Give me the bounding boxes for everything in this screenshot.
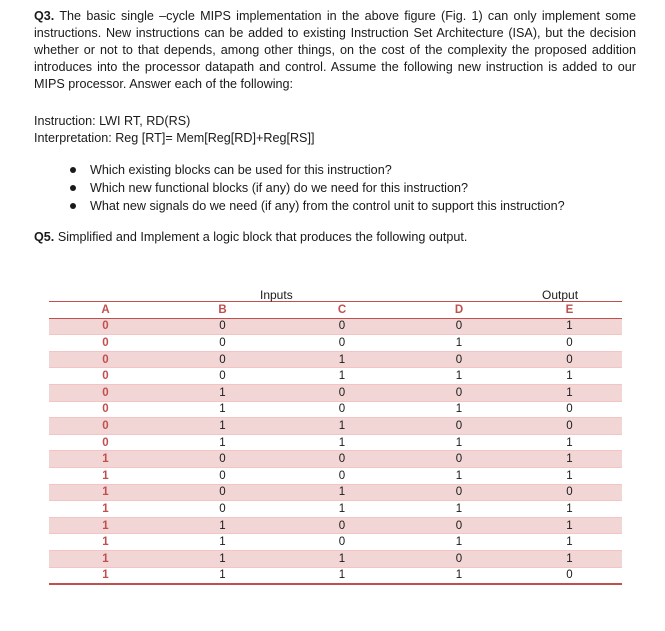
cell-c: 0 <box>283 318 401 335</box>
output-group-label: Output <box>542 288 579 302</box>
cell-b: 1 <box>162 550 283 567</box>
q5-label: Q5. <box>34 230 55 244</box>
cell-a: 1 <box>49 534 162 551</box>
cell-a: 1 <box>49 467 162 484</box>
cell-d: 1 <box>401 434 517 451</box>
cell-a: 0 <box>49 434 162 451</box>
cell-e: 1 <box>517 318 622 335</box>
cell-b: 0 <box>162 368 283 385</box>
cell-d: 1 <box>401 534 517 551</box>
table-row <box>49 351 622 368</box>
table-row <box>49 484 622 501</box>
cell-e: 1 <box>517 517 622 534</box>
cell-d: 0 <box>401 451 517 468</box>
cell-c: 1 <box>283 550 401 567</box>
q3-paragraph <box>34 8 636 93</box>
interpretation-line: Interpretation: Reg [RT]= Mem[Reg[RD]+Reg[RS]] <box>34 131 315 145</box>
table-row <box>49 335 622 352</box>
document-body <box>34 8 636 246</box>
cell-a: 0 <box>49 318 162 335</box>
table-row <box>49 368 622 385</box>
table-row <box>49 318 622 335</box>
cell-b: 0 <box>162 351 283 368</box>
column-header-d: D <box>401 302 517 318</box>
column-header-a: A <box>49 302 162 318</box>
cell-b: 0 <box>162 318 283 335</box>
cell-b: 1 <box>162 534 283 551</box>
cell-b: 1 <box>162 384 283 401</box>
truth-table <box>49 287 622 585</box>
cell-b: 1 <box>162 517 283 534</box>
cell-e: 0 <box>517 484 622 501</box>
cell-d: 0 <box>401 550 517 567</box>
cell-b: 0 <box>162 451 283 468</box>
inputs-group-label: Inputs <box>260 288 293 302</box>
cell-b: 1 <box>162 401 283 418</box>
cell-c: 1 <box>283 418 401 435</box>
cell-e: 1 <box>517 501 622 518</box>
cell-e: 1 <box>517 534 622 551</box>
cell-c: 0 <box>283 517 401 534</box>
cell-b: 1 <box>162 418 283 435</box>
table-row <box>49 451 622 468</box>
cell-c: 0 <box>283 335 401 352</box>
cell-d: 0 <box>401 318 517 335</box>
table-row <box>49 501 622 518</box>
cell-e: 0 <box>517 567 622 584</box>
instruction-block <box>34 113 636 147</box>
cell-d: 0 <box>401 351 517 368</box>
table-row <box>49 550 622 567</box>
cell-c: 1 <box>283 368 401 385</box>
q5-paragraph <box>34 229 636 246</box>
cell-b: 0 <box>162 335 283 352</box>
table-row <box>49 418 622 435</box>
cell-d: 0 <box>401 384 517 401</box>
cell-c: 0 <box>283 467 401 484</box>
cell-a: 1 <box>49 484 162 501</box>
cell-b: 1 <box>162 434 283 451</box>
cell-c: 1 <box>283 501 401 518</box>
cell-e: 1 <box>517 550 622 567</box>
truth-table-grid <box>49 302 622 585</box>
cell-a: 0 <box>49 418 162 435</box>
cell-a: 0 <box>49 368 162 385</box>
cell-d: 1 <box>401 401 517 418</box>
cell-e: 1 <box>517 451 622 468</box>
column-header-b: B <box>162 302 283 318</box>
cell-e: 1 <box>517 434 622 451</box>
cell-d: 1 <box>401 335 517 352</box>
list-item: What new signals do we need (if any) from the control unit to support this instruction? <box>68 197 636 215</box>
cell-e: 1 <box>517 467 622 484</box>
cell-a: 1 <box>49 501 162 518</box>
cell-d: 1 <box>401 501 517 518</box>
cell-d: 0 <box>401 484 517 501</box>
instruction-line: Instruction: LWI RT, RD(RS) <box>34 114 191 128</box>
q5-text: Simplified and Implement a logic block that produces the following output. <box>57 230 468 244</box>
column-header-c: C <box>283 302 401 318</box>
cell-a: 0 <box>49 351 162 368</box>
cell-e: 1 <box>517 368 622 385</box>
table-row <box>49 401 622 418</box>
list-item: Which new functional blocks (if any) do we need for this instruction? <box>68 179 636 197</box>
table-row <box>49 467 622 484</box>
q3-label: Q3. <box>34 9 55 23</box>
cell-c: 1 <box>283 351 401 368</box>
table-row <box>49 534 622 551</box>
cell-a: 0 <box>49 384 162 401</box>
list-item: Which existing blocks can be used for this instruction? <box>68 161 636 179</box>
cell-a: 1 <box>49 517 162 534</box>
cell-a: 1 <box>49 550 162 567</box>
cell-d: 0 <box>401 517 517 534</box>
cell-b: 0 <box>162 467 283 484</box>
cell-a: 0 <box>49 401 162 418</box>
cell-d: 1 <box>401 368 517 385</box>
table-group-header <box>49 287 622 301</box>
cell-d: 1 <box>401 467 517 484</box>
cell-e: 0 <box>517 418 622 435</box>
cell-e: 1 <box>517 384 622 401</box>
table-row <box>49 384 622 401</box>
cell-d: 0 <box>401 418 517 435</box>
table-row <box>49 517 622 534</box>
cell-a: 1 <box>49 567 162 584</box>
cell-e: 0 <box>517 335 622 352</box>
cell-e: 0 <box>517 351 622 368</box>
cell-c: 0 <box>283 534 401 551</box>
q3-text: The basic single –cycle MIPS implementation in the above figure (Fig. 1) can only implement some instructions. New instructions can be added to existing Instruction Set Architecture (ISA), but the decision whether or not to that depends, among other things, on the cost of the complexity the proposed addition introduces into the processor datapath and control. Assume the following new instruction is added to our MIPS processor. Answer each of the following: <box>34 9 636 91</box>
question-list <box>34 161 636 215</box>
cell-e: 0 <box>517 401 622 418</box>
cell-c: 0 <box>283 451 401 468</box>
cell-c: 0 <box>283 384 401 401</box>
cell-a: 0 <box>49 335 162 352</box>
cell-b: 0 <box>162 484 283 501</box>
cell-c: 1 <box>283 484 401 501</box>
cell-c: 1 <box>283 434 401 451</box>
cell-d: 1 <box>401 567 517 584</box>
column-header-row <box>49 302 622 318</box>
cell-b: 0 <box>162 501 283 518</box>
table-row <box>49 434 622 451</box>
table-row <box>49 567 622 584</box>
cell-a: 1 <box>49 451 162 468</box>
column-header-e: E <box>517 302 622 318</box>
cell-c: 1 <box>283 567 401 584</box>
cell-b: 1 <box>162 567 283 584</box>
cell-c: 0 <box>283 401 401 418</box>
